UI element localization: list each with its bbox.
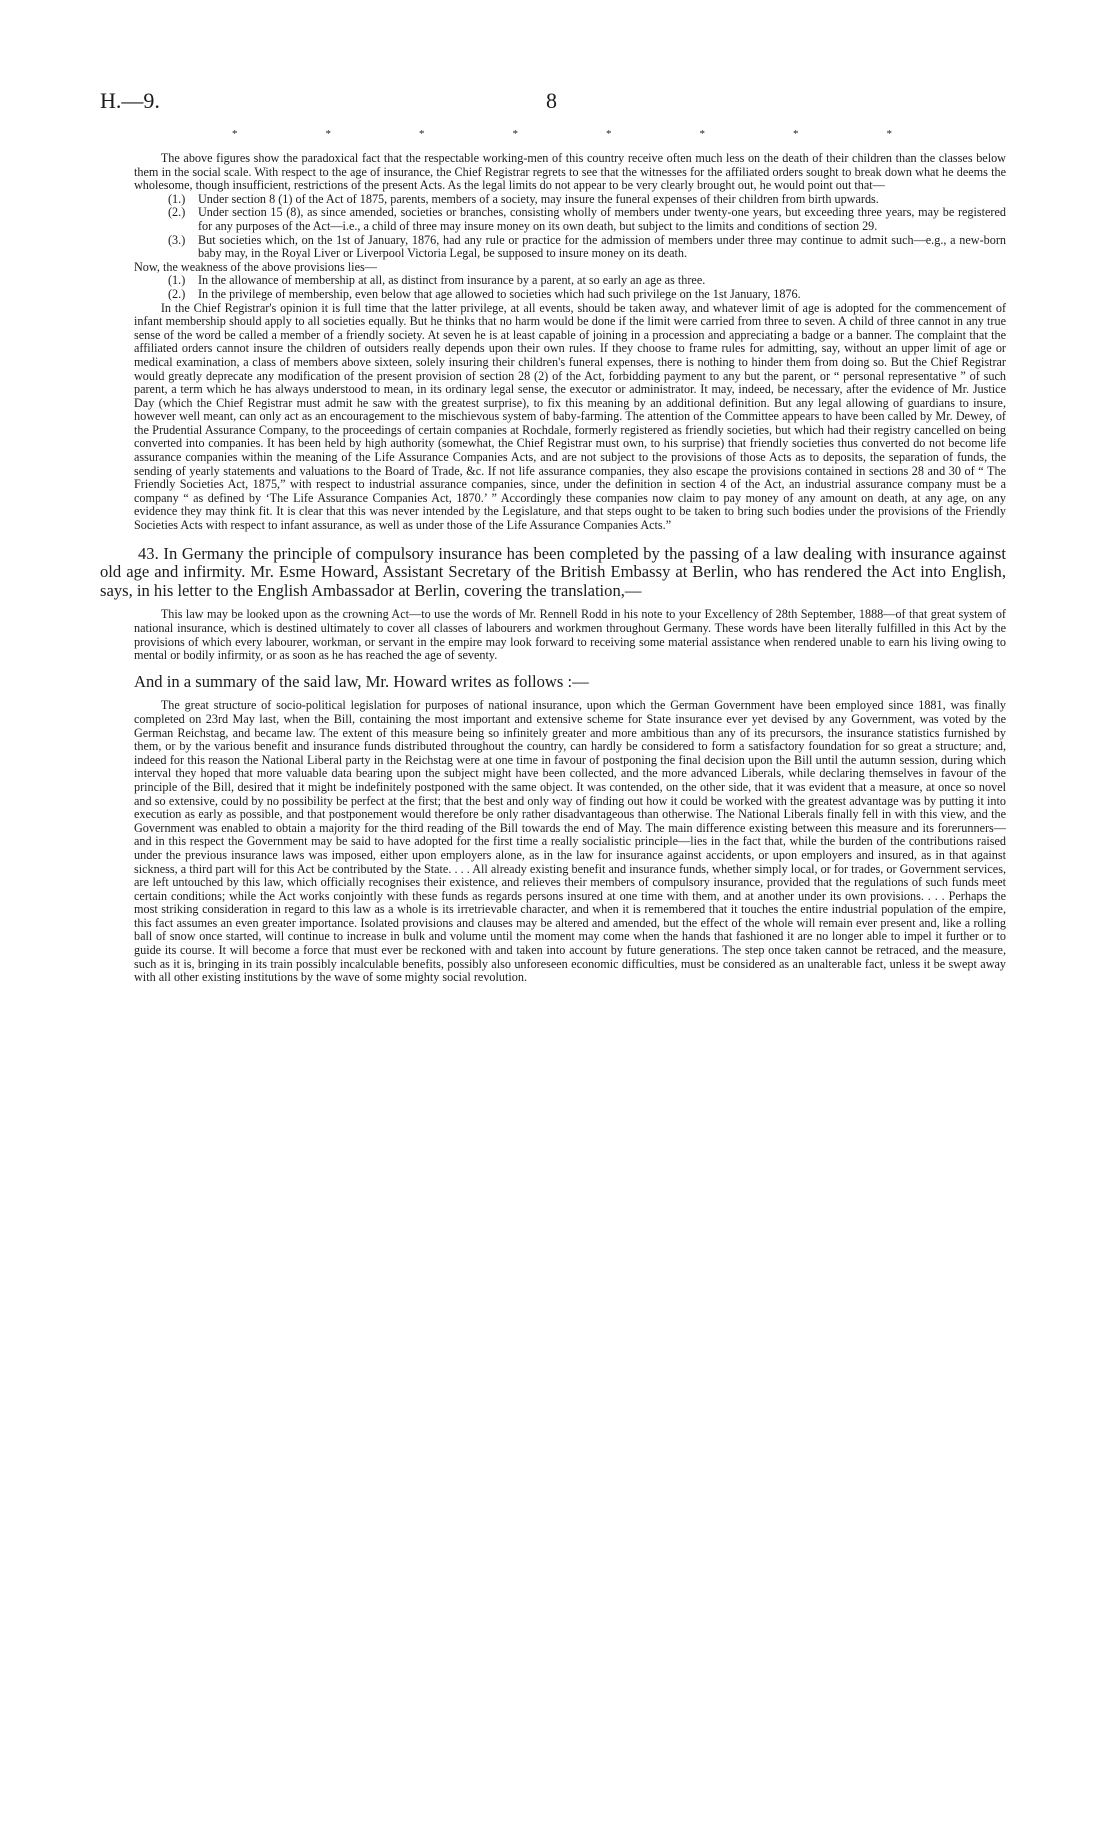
star: * <box>325 128 331 140</box>
star: * <box>419 128 425 140</box>
list-item-text: Under section 8 (1) of the Act of 1875, parents, members of a society, may insure the funeral expenses of their children from birth upwards. <box>198 191 879 206</box>
star: * <box>606 128 612 140</box>
star: * <box>886 128 892 140</box>
page-header <box>100 88 1040 118</box>
list-item <box>134 274 1006 288</box>
page-body <box>100 151 1006 985</box>
weakness-list <box>134 274 1006 301</box>
list-item-number: (3.) <box>168 232 186 247</box>
legal-limits-list <box>134 193 1006 261</box>
list-item-text: Under section 15 (8), as since amended, societies or branches, consisting wholly of members under twenty-one years, but exceeding three years, may be registered for any purposes of the Act—i.e., a child of three may insure money on its own death, but subject to the limits and conditions of section 29. <box>198 205 1006 233</box>
star: * <box>232 128 238 140</box>
list-item-number: (1.) <box>168 191 186 206</box>
paragraph-43-germany: 43. In Germany the principle of compulsory insurance has been completed by the passing of a law dealing with insurance against old age and infirmity. Mr. Esme Howard, Assistant Secretary of the British Embassy at Berlin, who has rendered the Act into English, says, in his letter to the English Ambassador at Berlin, covering the translation,— <box>100 543 1006 600</box>
page-number: 8 <box>546 88 557 113</box>
list-item-text: In the privilege of membership, even below that age allowed to societies which had such privilege on the 1st January, 1876. <box>198 286 801 301</box>
quote-crowning-act: This law may be looked upon as the crowning Act—to use the words of Mr. Rennell Rodd in his note to your Excellency of 28th September, 1888—of that great system of national insurance, which is destined ultimately to cover all classes of labourers and workmen throughout Germany. These words have been literally fulfilled in this Act by the provisions of which every labourer, workman, or servant in the empire may look forward to receiving some material assistance when rendered unable to earn his living owing to mental or bodily infirmity, or as soon as he has reached the age of seventy. <box>134 607 1006 663</box>
document-code: H.—9. <box>100 88 160 113</box>
star: * <box>793 128 799 140</box>
list-item-number: (2.) <box>168 286 186 301</box>
paragraph-chief-registrar-opinion: In the Chief Registrar's opinion it is full time that the latter privilege, at all events, should be taken away, and whatever limit of age is adopted for the commencement of infant membership should apply to all societies equally. But he thinks that no harm would be done if the limit were carried from three to seven. A child of three cannot in any true sense of the word be called a member of a friendly society. At seven he is at least capable of joining in a procession and appreciating a badge or a banner. The complaint that the affiliated orders cannot insure the children of outsiders really depends upon their own rules. If they choose to frame rules for admitting, say, without an upper limit of age or medical examination, a class of members above sixteen, solely insuring their children's funeral expenses, there is nothing to hinder them from doing so. But the Chief Registrar would greatly deprecate any modification of the present provision of section 28 (2) of the Act, forbidding payment to any but the parent, or “ personal representative ” of such parent, a term which he has always understood to mean, in its ordinary legal sense, the executor or administrator. It may, indeed, be necessary, after the evidence of Mr. Justice Day (which the Chief Registrar must admit he saw with the greatest surprise), to fix this meaning by an additional definition. But any legal allowing of guardians to insure, however well meant, can only act as an encouragement to the mischievous system of baby-farming. The attention of the Committee appears to have been called by Mr. Dewey, of the Prudential Assurance Company, to the proceedings of certain companies at Rochdale, formerly registered as friendly societies, but which had their registry cancelled on being converted into companies. It has been held by high authority (somewhat, the Chief Registrar must own, to his surprise) that friendly societies thus converted do not become life assurance companies within the meaning of the Life Assurance Companies Acts, and are not subject to the provisions of those Acts as to deposits, the separation of funds, the sending of yearly statements and valuations to the Board of Trade, &c. If not life assurance companies, they also escape the provisions contained in sections 28 and 30 of “ The Friendly Societies Act, 1875,” with respect to industrial assurance companies, since, under the definition in section 4 of the Act, an industrial assurance company must be a company “ as defined by ‘The Life Assurance Companies Act, 1870.’ ” Accordingly these companies now claim to pay money of any amount on death, at any age, on any evidence they may think fit. It is clear that this was never intended by the Legislature, and that steps ought to be taken to bring such bodies under the provisions of the Friendly Societies Acts with respect to infant assurance, as well as under those of the Life Assurance Companies Acts.” <box>134 300 1006 533</box>
star: * <box>699 128 705 140</box>
list-item <box>134 206 1006 233</box>
star: * <box>512 128 518 140</box>
paragraph-age-of-insurance: The above figures show the paradoxical fact that the respectable working-men of this country receive often much less on the death of their children than the classes below them in the social scale. With respect to the age of insurance, the Chief Registrar regrets to see that the witnesses for the affiliated orders sought to break down what he deems the wholesome, though insufficient, restrictions of the present Acts. As the legal limits do not appear to be very clearly brought out, he would point out that— <box>134 151 1006 193</box>
list-item-number: (2.) <box>168 205 186 220</box>
summary-intro: And in a summary of the said law, Mr. Howard writes as follows :— <box>134 671 589 691</box>
list-item <box>134 288 1006 302</box>
list-item-text: In the allowance of membership at all, as distinct from insurance by a parent, at so early an age as three. <box>198 273 706 288</box>
list-item-number: (1.) <box>168 273 186 288</box>
list-item-text: But societies which, on the 1st of January, 1876, had any rule or practice for the admission of members under three may continue to admit such—e.g., a new-born baby may, in the Royal Liver or Liverpool Victoria Legal, be supposed to insure money on its death. <box>198 232 1006 261</box>
list-item <box>134 193 1006 207</box>
quote-howard-summary: The great structure of socio-political legislation for purposes of national insurance, upon which the German Government have been employed since 1881, was finally completed on 23rd May last, when the Bill, containing the most important and extensive scheme for State insurance ever yet devised by any Government, was voted by the German Reichstag, and became law. The extent of this measure being so infinitely greater and more ambitious than any of its precursors, the insurance statistics furnished by them, or by the various benefit and insurance funds distributed throughout the country, can hardly be considered to form a satisfactory foundation for so great a structure; and, indeed for this reason the National Liberal party in the Reichstag were at one time in favour of postponing the final decision upon the Bill until the autumn session, during which interval they hoped that more valuable data bearing upon the subject might have been collected, and the more advanced Liberals, while declaring themselves in favour of the principle of the Bill, desired that it might be indefinitely postponed with the same object. It was contended, on the other side, that it was evident that a measure, at once so novel and so extensive, could by no possibility be perfect at the first; that the best and only way of finding out how it could be worked with the greatest advantage was by putting it into execution as early as possible, and that postponement would therefore be only rather disadvantageous than otherwise. The National Liberals finally fell in with this view, and the Government was enabled to obtain a majority for the third reading of the Bill towards the end of May. The main difference existing between this measure and its forerunners—and in this respect the Government may be said to have adopted for the first time a really socialistic principle—lies in the fact that, while the burden of the contributions raised under the previous insurance laws was imposed, either upon employers alone, as in the law for insurance against accidents, or upon employers and insured, as in that against sickness, a third part will for this Act be contributed by the State. . . . All already existing benefit and insurance funds, whether simply local, or for trades, or Government services, are left untouched by this law, which officially recognises their existence, and relieves their members of compulsory insurance, provided that the regulations of such funds meet certain conditions; while the Act works conjointly with these funds as regards persons insured at one time with them, and at another under its own provisions. . . . Perhaps the most striking consideration in regard to this law as a whole is its irretrievable character, and when it is remembered that it touches the entire industrial population of the empire, this fact assumes an even greater importance. Isolated provisions and clauses may be altered and amended, but the effect of the whole will remain ever present and, like a rolling ball of snow once started, will continue to increase in bulk and volume until the moment may come when the hands that fashioned it are no longer able to impel it further or to guide its course. It will become a force that must ever be reckoned with and taken into account by future generations. The step once taken cannot be retraced, and the measure, such as it is, bringing in its train possibly incalculable benefits, possibly also unforeseen economic difficulties, must be considered as an unalterable fact, unless it be swept away with all other existing institutions by the wave of some mighty social revolution. <box>134 698 1006 985</box>
list-item <box>134 234 1006 261</box>
paragraph-weakness: Now, the weakness of the above provisions lies— <box>134 259 377 274</box>
section-break-stars <box>232 128 892 140</box>
